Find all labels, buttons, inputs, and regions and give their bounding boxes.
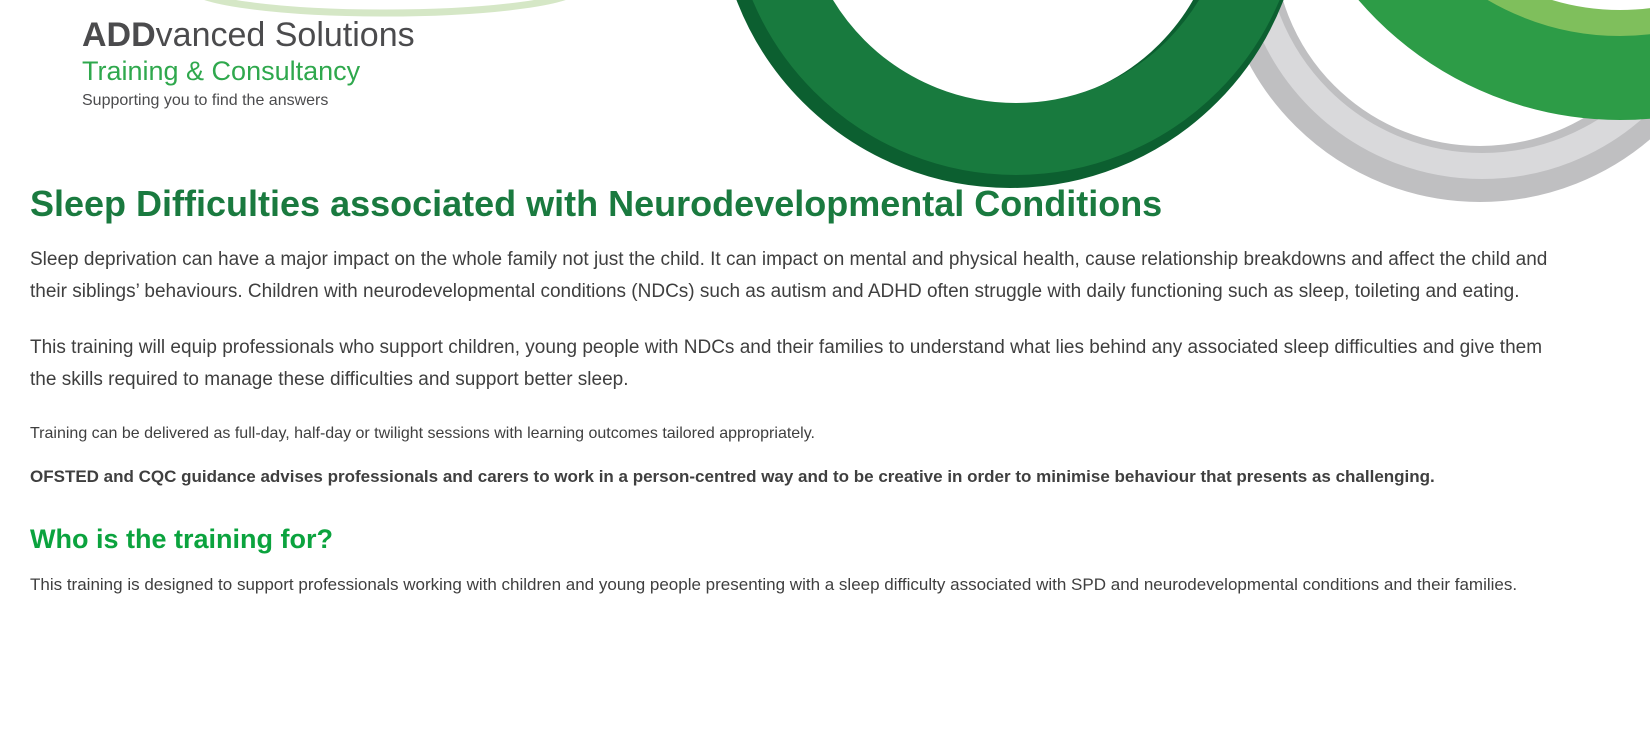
delivery-note: Training can be delivered as full-day, half-day or twilight sessions with learning outcomes tailored appropriately.	[30, 425, 815, 442]
intro-paragraph: Sleep deprivation can have a major impact on the whole family not just the child. It can impact on mental and physical health, cause relationship breakdowns and affect the child and their siblings’ behaviours. Children with neurodevelopmental conditions (NDCs) such as autism and ADHD often struggle with daily functioning such as sleep, toileting and eating.	[30, 249, 1548, 302]
logo-division: Training & Consultancy	[82, 56, 361, 86]
section-title-who-is-training-for: Who is the training for?	[30, 524, 333, 554]
ofsted-cqc-guidance-note: OFSTED and CQC guidance advises professionals and carers to work in a person-centred way and to be creative in order to minimise behaviour that presents as challenging.	[30, 467, 1435, 486]
logo-arc-icon	[189, 0, 581, 13]
page-title: Sleep Difficulties associated with Neurodevelopmental Conditions	[30, 183, 1163, 224]
logo-tagline: Supporting you to find the answers	[82, 92, 329, 109]
gray-ring-highlight-icon	[1252, 0, 1650, 166]
logo-company-name	[82, 16, 415, 54]
company-logo	[82, 16, 415, 110]
training-purpose-paragraph: This training will equip professionals who support children, young people with NDCs and their families to understand what lies behind any associated sleep difficulties and give them the skills required to manage these difficulties and support better sleep.	[30, 337, 1543, 390]
logo-name-bold: ADD	[82, 16, 156, 54]
main-content	[30, 182, 1555, 599]
gray-ring-icon	[1246, 0, 1650, 174]
dark-green-ring-icon	[766, 0, 1266, 139]
light-green-highlight-icon	[1372, 0, 1650, 23]
audience-paragraph: This training is designed to support professionals working with children and young people presenting with a sleep difficulty associated with SPD and neurodevelopmental conditions and their families.	[30, 575, 1518, 594]
medium-green-ring-icon	[1320, 0, 1650, 75]
logo-name-rest: vanced Solutions	[155, 16, 415, 54]
dark-green-ring-shade-icon	[758, 0, 1262, 147]
